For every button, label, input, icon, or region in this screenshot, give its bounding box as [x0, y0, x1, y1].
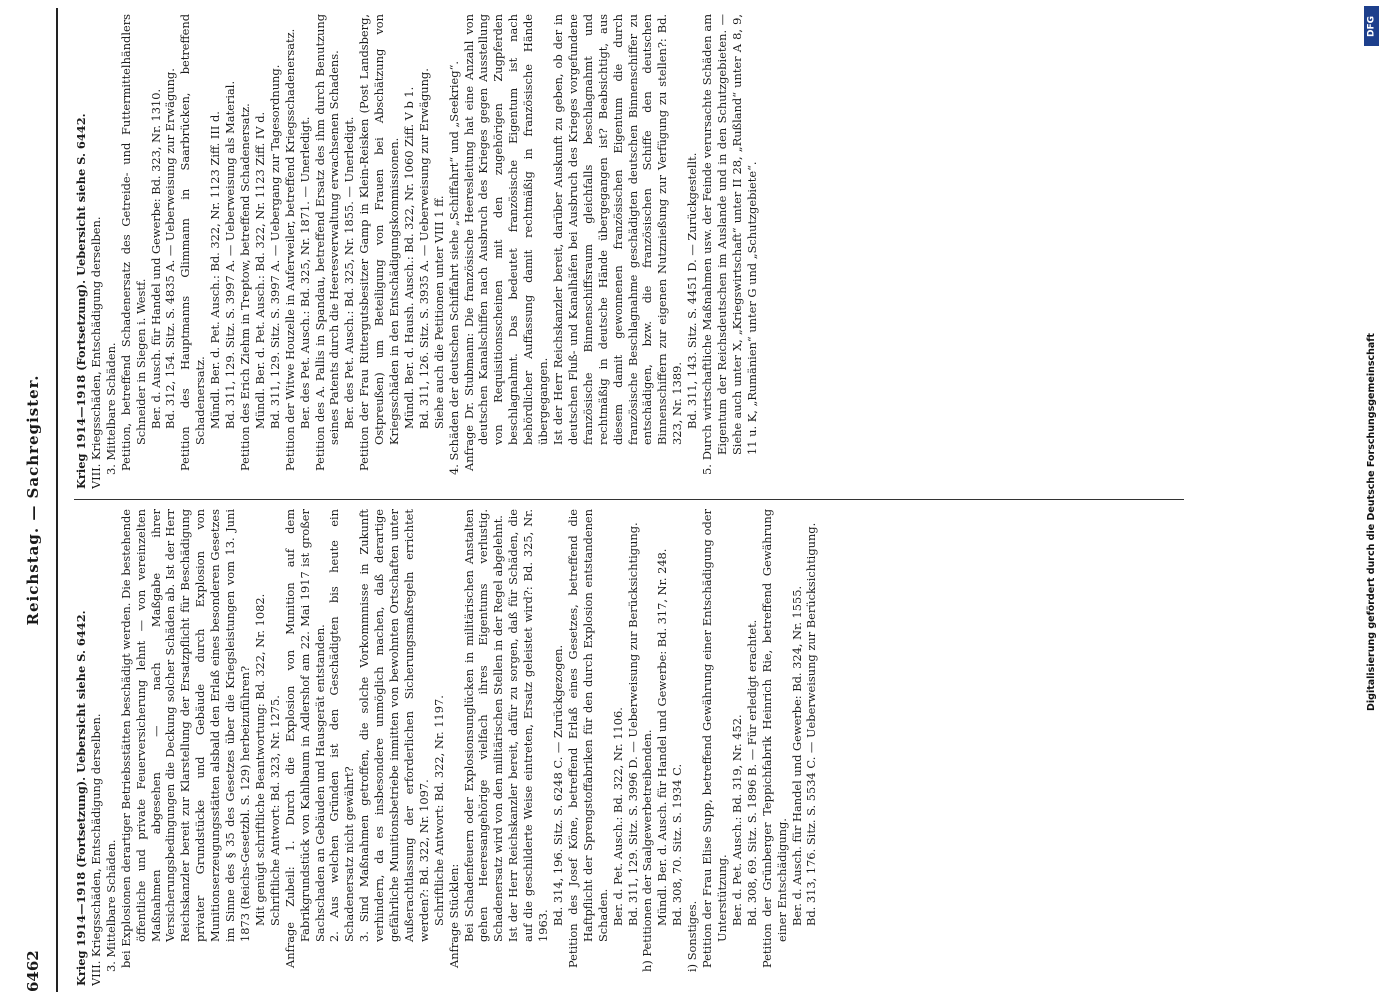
reference-line: Mündl. Ber. d. Pet. Ausch.: Bd. 322, Nr. 1123 Ziff. IV d.: [252, 111, 267, 429]
reference-line: Mündl. Ber. d. Ausch. für Handel und Gewerbe: Bd. 317, Nr. 248.: [655, 548, 670, 926]
subsection-heading: 4. Schäden der deutschen Schiffahrt siehe „Schiffahrt“ und „Seekrieg“.: [446, 60, 461, 475]
reference-line: Ber. des Pet. Ausch.: Bd. 325, Nr. 1855. — Unerledigt.: [342, 116, 357, 429]
digitization-notice: Digitalisierung gefördert durch die Deutsche Forschungsgemeinschaft: [1366, 333, 1377, 711]
reference-line: Bd. 311, 129. Sitz. S. 3997 A. — Ueberweisung als Material.: [223, 80, 238, 429]
reference-line: Ber. des Pet. Ausch.: Bd. 325, Nr. 1871. — Unerledigt.: [297, 116, 312, 429]
index-entry: Petition der Frau Elise Supp, betreffend Gewährung einer Entschädigung oder Unterstützung.: [700, 509, 729, 968]
subsection-heading: 3. Mittelbare Schäden.: [103, 342, 118, 475]
index-entry: Petition des Josef Köne, betreffend Erlaß eines Gesetzes, betreffend die Haftpflicht der Sprengstoffabriken für den durch Explosion entstandenen Schaden.: [565, 509, 610, 968]
index-entry: 3. Sind Maßnahmen getroffen, die solche Vorkommnisse in Zukunft verhindern, da es insbesondere unmöglich machen, daß derartige gefährliche Munitionsbetriebe inmitten von bewohnten Ortschaften unter Außerachtlassung der erforderlichen Sicherungsmaßregeln errichtet werden?: Bd. 322, Nr. 1097.: [357, 509, 431, 942]
index-entry: Ist der Herr Reichskanzler bereit, darüber Auskunft zu geben, ob der in deutschen Fluß- und Kanalhäfen bei Ausbruch des Krieges vorgefundene französische Binnenschiffsraum gleichfalls beschlagnahmt und rechtmäßig in deutsche Hände übergegangen ist? Beabsichtigt, aus diesem damit gewonnenen französischen Eigentum die durch französische Beschlagnahme geschädigten deutschen Binnenschiffer zu entschädigen, bzw. die französischen Schiffe den deutschen Binnenschiffern zur eigenen Nutznießung zur Verfügung zu stellen?: Bd. 323, Nr. 1389.: [551, 14, 685, 445]
index-entry: Petition der Frau Rittergutsbesitzer Gamp in Klein-Reisken (Post Landsberg, Ostpreußen) um Beteiligung von Frauen bei Abschätzung von Kriegsschäden in den Entschädigungskommissionen.: [357, 14, 402, 471]
reference-line: Ber. d. Pet. Ausch.: Bd. 322, Nr. 1106.: [610, 707, 625, 926]
section-heading: Krieg 1914—1918 (Fortsetzung). Uebersicht siehe S. 6442.: [74, 610, 88, 986]
reference-line: Bd. 311, 143. Sitz. S. 4451 D. — Zurückgestellt.: [685, 152, 700, 429]
index-entry: Petition der Grünberger Teppichfabrik Heinrich Rie, betreffend Gewährung einer Entschädigung.: [759, 509, 789, 968]
reference-line: Bd. 311, 129. Sitz. S. 3996 D. — Ueberweisung zur Berücksichtigung.: [625, 522, 640, 926]
right-column: [74, 14, 1194, 489]
index-entry: Petition, betreffend Schadenersatz des Getreide- und Futtermittelhändlers Schneider in Siegen i. Westf.: [118, 14, 148, 471]
reference-line: Ber. d. Ausch. für Handel und Gewerbe: Bd. 323, Nr. 1310.: [148, 88, 163, 429]
subsection-heading: VIII. Kriegsschäden, Entschädigung derselben.: [88, 713, 103, 986]
page-header: [14, 8, 74, 992]
page-number: 6462: [24, 950, 42, 992]
reference-line: Ber. d. Pet. Ausch.: Bd. 319, Nr. 452.: [729, 714, 744, 926]
index-entry: bei Explosionen derartiger Betriebsstätten beschädigt werden. Die bestehende öffentliche und private Feuerversicherung lehnt — von vereinzelten Maßnahmen abgesehen — nach Maßgabe ihrer Versicherungsbedingungen die Deckung solcher Schäden ab. Ist der Herr Reichskanzler bereit zur Klarstellung der Ersatzpflicht für Beschädigung privater Grundstücke und Gebäude durch Explosion von Munitionserzeugungsstätten alsbald den Erlaß eines besonderen Gesetzes im Sinne des § 35 des Gesetzes über die Kriegsleistungen vom 13. Juni 1873 (Reichs-Gesetzbl. S. 129) herbeizuführen?: [118, 509, 252, 968]
reference-line: Siehe auch die Petitionen unter VIII 1 ff.: [431, 195, 446, 429]
left-column: [74, 509, 1194, 986]
index-entry: Anfrage Dr. Stubmann: Die französische Heeresleitung hat eine Anzahl von deutschen Kanalschiffen nach Ausbruch des Krieges gegen Ausstellung von Requisitionsscheinen mit den zugehörigen Zugpferden beschlagnahmt. Das bedeutet französische Eigentum ist nach behördlicher Auffassung damit rechtmäßig in französische Hände übergegangen.: [461, 14, 551, 471]
reference-line: Bd. 312, 154. Sitz. S. 4835 A. — Ueberweisung zur Erwägung.: [163, 68, 178, 429]
reference-line: Bd. 308, 69. Sitz. S. 1896 B. — Für erledigt erachtet.: [744, 619, 759, 926]
index-entry: Petition des Erich Ziehm in Treptow, betreffend Schadenersatz.: [237, 103, 252, 471]
index-entry: Petition der Witwe Houzelle in Auferweiler, betreffend Kriegsschadenersatz.: [282, 28, 297, 471]
dfg-logo: DFG: [1364, 6, 1379, 46]
reference-line: Bd. 313, 176. Sitz. S. 5534 C. — Ueberweisung zur Berücksichtigung.: [804, 522, 819, 926]
subsection-heading: i) Sonstiges.: [685, 900, 700, 972]
index-entry: Petition des A. Pallis in Spandau, betreffend Ersatz des ihm durch Benutzung seines Patents durch die Heeresverwaltung erwachsenen Schadens.: [312, 14, 342, 471]
subsection-heading: 5. Durch wirtschaftliche Maßnahmen usw. der Feinde verursachte Schäden am Eigentum der Reichsdeutschen im Auslande und in den Schutzgebieten. — Siehe auch unter X, „Kriegswirtschaft“ unter II 28, „Rußland“ unter A 8, 9, 11 u. K, „Rumänien“ unter G und „Schutzgebiete“.: [700, 14, 759, 475]
reference-line: Bd. 311, 126. Sitz. S. 3935 A. — Ueberweisung zur Erwägung.: [416, 68, 431, 429]
index-entry: Anfrage Zubeil: 1. Durch die Explosion von Munition auf dem Fabrikgrundstück von Kahlbaum in Adlershof am 22. Mai 1917 ist großer Sachschaden an Gebäuden und Hausgerät entstanden.: [282, 509, 327, 968]
index-entry: Anfrage Stücklen:: [446, 863, 461, 968]
column-divider: [74, 499, 1184, 500]
header-rule: [56, 8, 58, 992]
index-entry: Petition des Hauptmanns Glimmann in Saarbrücken, betreffend Schadenersatz.: [178, 14, 208, 471]
index-entry: 2. Aus welchen Gründen ist den Geschädigten bis heute ein Schadenersatz nicht gewährt?: [327, 509, 357, 942]
reference-line: Bd. 314, 196. Sitz. S. 6248 C. — Zurückgezogen.: [551, 644, 565, 926]
section-heading: Krieg 1914—1918 (Fortsetzung). Uebersicht siehe S. 6442.: [74, 113, 88, 489]
reference-line: Mit genügt schriftliche Beantwortung: Bd. 322, Nr. 1082.: [252, 593, 267, 926]
subsection-heading: 3. Mittelbare Schäden.: [103, 839, 118, 972]
index-entry: Ist der Herr Reichskanzler bereit, dafür zu sorgen, daß für Schäden, die auf die geschilderte Weise eintreten, Ersatz geleistet wird?: Bd. 325, Nr. 1963.: [506, 509, 551, 942]
reference-line: Ber. d. Ausch. für Handel und Gewerbe: Bd. 324, Nr. 1555.: [789, 585, 804, 926]
reference-line: Schriftliche Antwort: Bd. 322, Nr. 1197.: [431, 695, 446, 926]
subsection-heading: VIII. Kriegsschäden, Entschädigung derselben.: [88, 216, 103, 489]
index-entry: Bei Schadenfeuern oder Explosionsunglücken in militärischen Anstalten gehen Heeresangehörige vielfach ihres Eigentums verlustig. Schadenersatz wird von den militärischen Stellen in der Regel abgelehnt.: [461, 509, 506, 942]
reference-line: Bd. 311, 129. Sitz. S. 3997 A. — Uebergang zur Tagesordnung.: [267, 64, 282, 429]
subsection-heading: h) Petitionen der Saalgewerbetreibenden.: [640, 729, 655, 972]
digitization-strip: [1361, 0, 1383, 1000]
reference-line: Schriftliche Antwort: Bd. 323, Nr. 1275.: [267, 695, 282, 926]
reference-line: Mündl. Ber. d. Haush. Ausch.: Bd. 322, Nr. 1060 Ziff. V b 1.: [401, 86, 416, 429]
running-head: Reichstag. — Sachregister.: [24, 374, 42, 626]
reference-line: Mündl. Ber. d. Pet. Ausch.: Bd. 322, Nr. 1123 Ziff. III d.: [208, 111, 223, 429]
reference-line: Bd. 308, 70. Sitz. S. 1934 C.: [670, 763, 685, 926]
